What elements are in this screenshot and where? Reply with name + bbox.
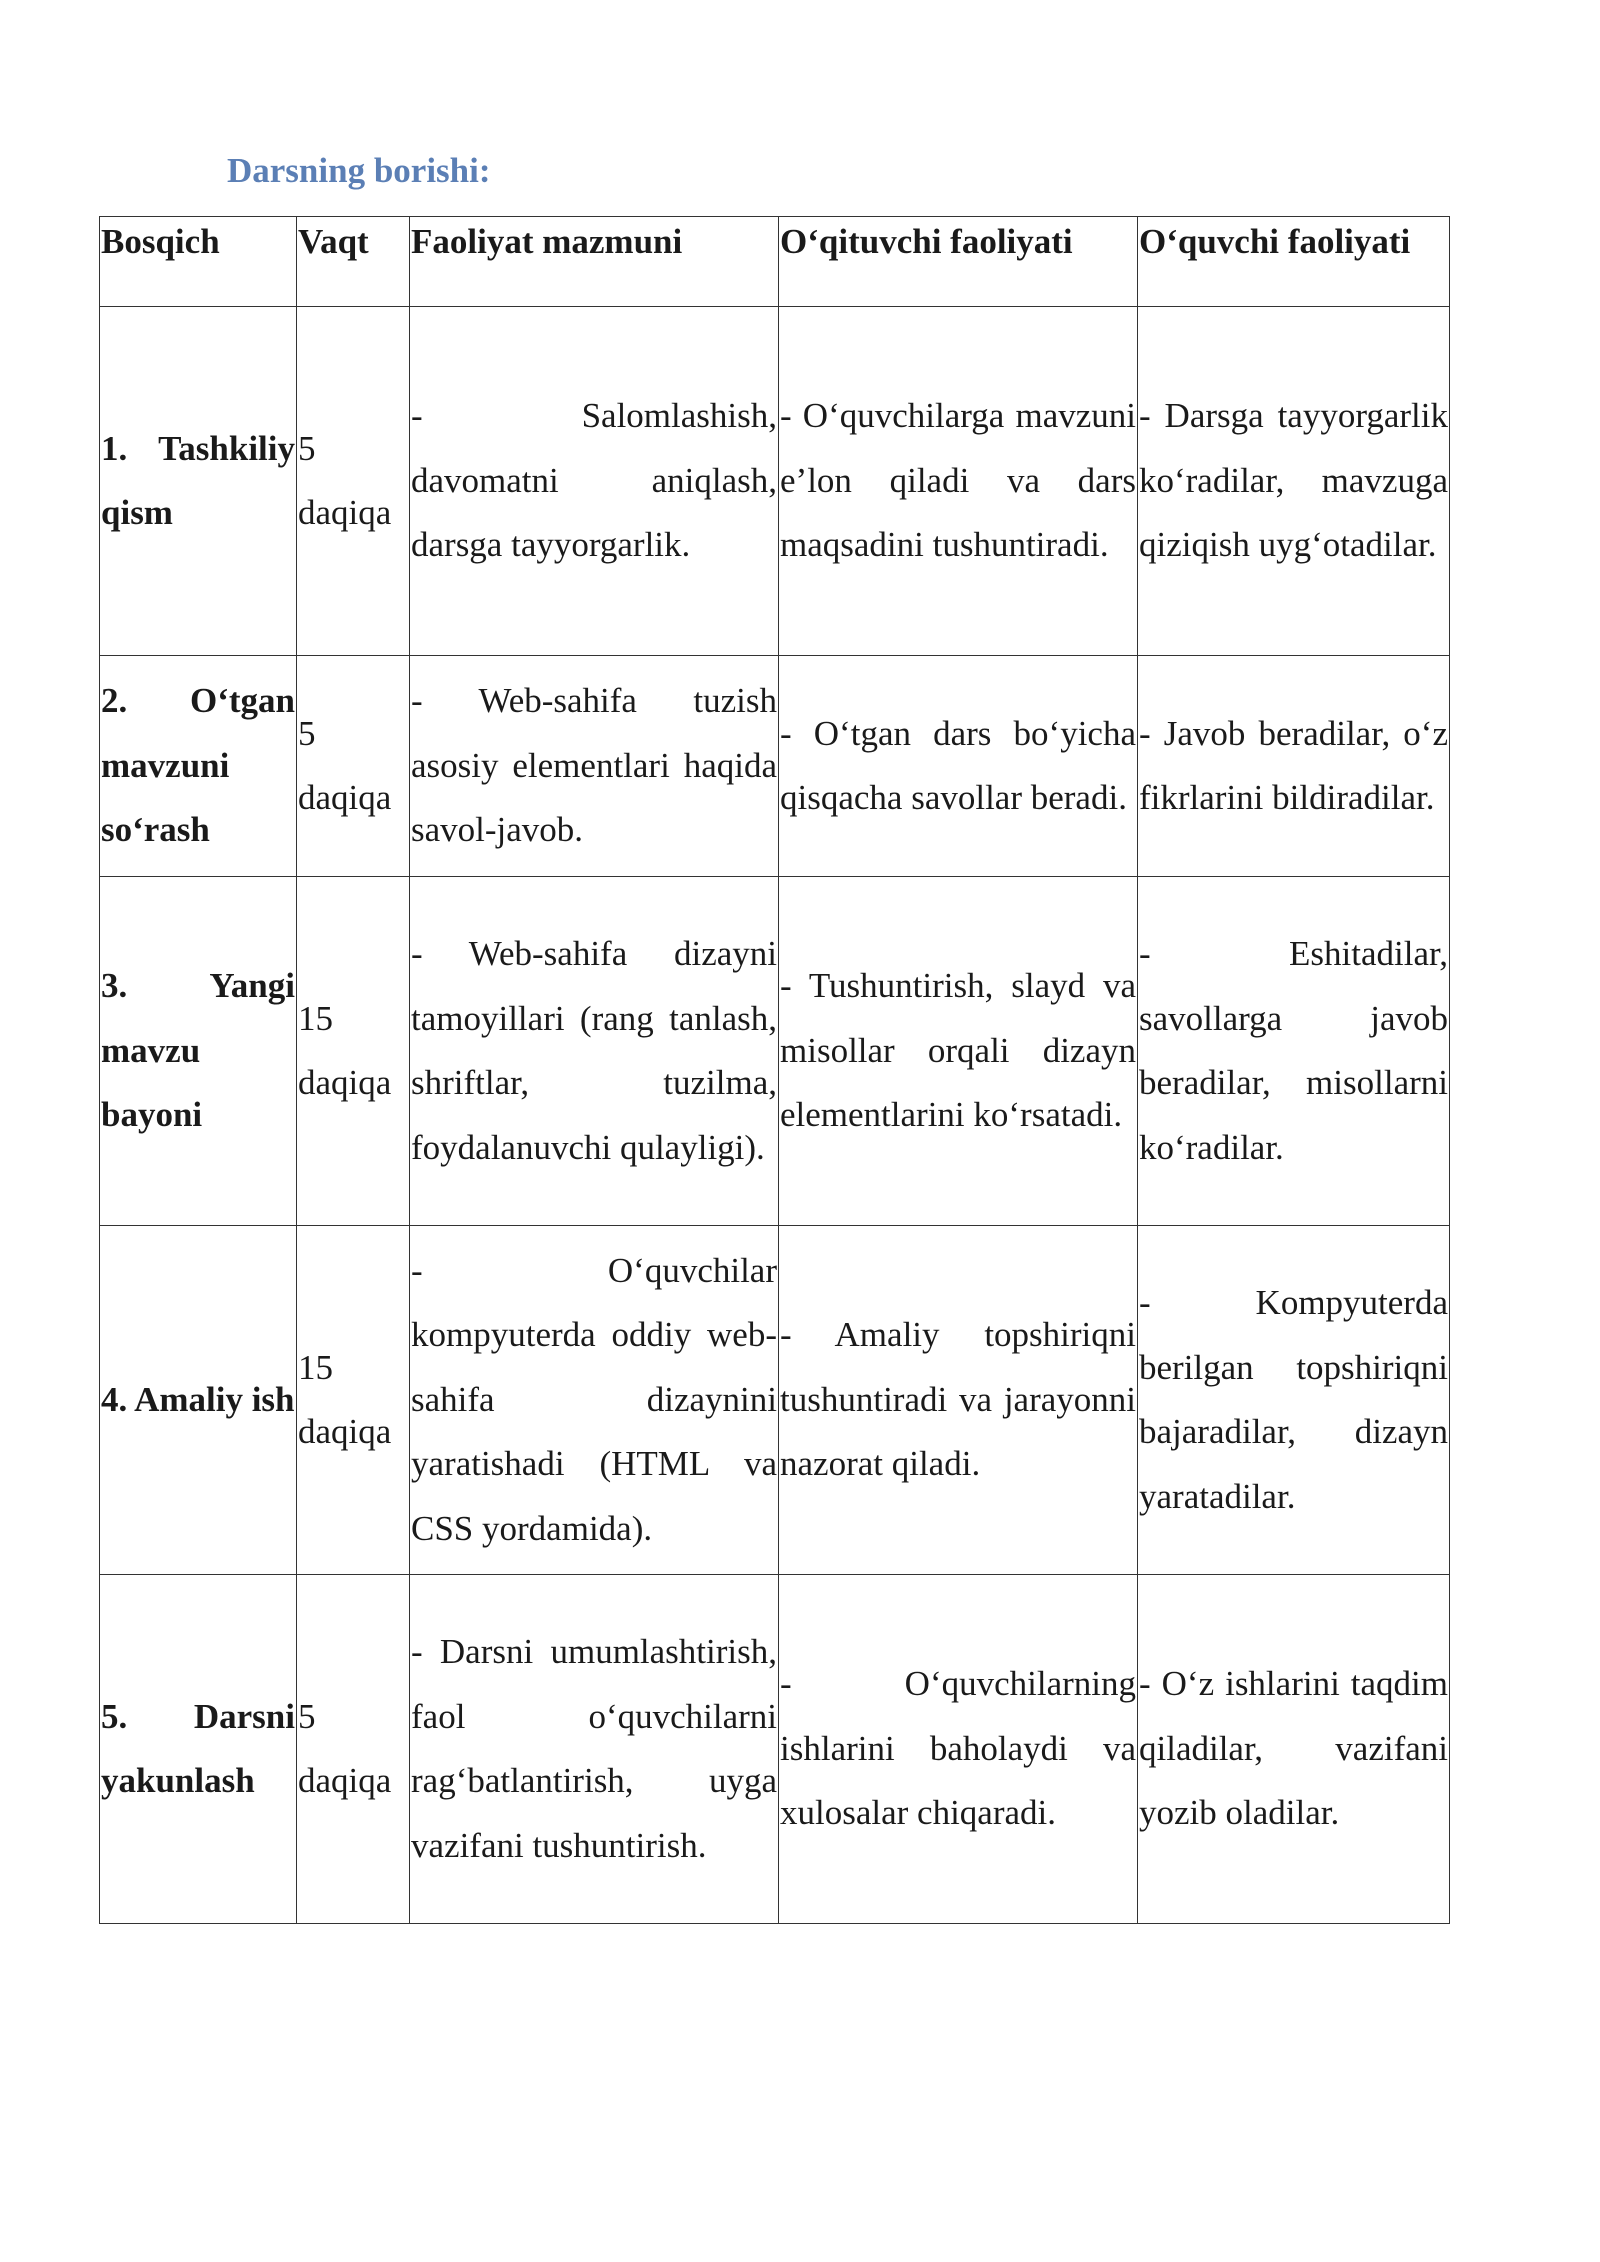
header-teacher: O‘qituvchi faoliyati [779,217,1138,307]
content-cell: - Web-sahifa dizayni tamoyillari (rang tanlash, shriftlar, tuzilma, foydalanuvchi qulayligi). [410,877,779,1226]
table-row [100,1575,1450,1924]
table-row [100,877,1450,1226]
lesson-plan-table [99,216,1450,1924]
teacher-cell: - Amaliy topshiriqni tushuntiradi va jarayonni nazorat qiladi. [779,1226,1138,1575]
stage-cell: 5. Darsni yakunlash [100,1575,297,1924]
stage-cell: 4. Amaliy ish [100,1226,297,1575]
table-row [100,1226,1450,1575]
student-cell: - O‘z ishlarini taqdim qiladilar, vazifani yozib oladilar. [1138,1575,1450,1924]
stage-cell: 1. Tashkiliy qism [100,307,297,656]
content-cell: - Salomlashish, davomatni aniqlash, darsga tayyorgarlik. [410,307,779,656]
header-time: Vaqt [297,217,410,307]
time-cell: 5 daqiqa [297,1575,410,1924]
header-stage: Bosqich [100,217,297,307]
time-cell: 15 daqiqa [297,1226,410,1575]
table-row [100,656,1450,877]
content-cell: - O‘quvchilar kompyuterda oddiy web-sahifa dizaynini yaratishadi (HTML va CSS yordamida). [410,1226,779,1575]
header-content: Faoliyat mazmuni [410,217,779,307]
student-cell: - Darsga tayyorgarlik ko‘radilar, mavzuga qiziqish uyg‘otadilar. [1138,307,1450,656]
time-cell: 5 daqiqa [297,656,410,877]
table-row [100,307,1450,656]
time-cell: 5 daqiqa [297,307,410,656]
section-heading: Darsning borishi: [227,151,491,190]
teacher-cell: - O‘quvchilarning ishlarini baholaydi va xulosalar chiqaradi. [779,1575,1138,1924]
teacher-cell: - O‘tgan dars bo‘yicha qisqacha savollar beradi. [779,656,1138,877]
table-header-row [100,217,1450,307]
student-cell: - Kompyuterda berilgan topshiriqni bajaradilar, dizayn yaratadilar. [1138,1226,1450,1575]
stage-cell: 2. O‘tgan mavzuni so‘rash [100,656,297,877]
content-cell: - Darsni umumlashtirish, faol o‘quvchilarni rag‘batlantirish, uyga vazifani tushuntirish. [410,1575,779,1924]
content-cell: - Web-sahifa tuzish asosiy elementlari haqida savol-javob. [410,656,779,877]
teacher-cell: - Tushuntirish, slayd va misollar orqali dizayn elementlarini ko‘rsatadi. [779,877,1138,1226]
header-student: O‘quvchi faoliyati [1138,217,1450,307]
stage-cell: 3. Yangi mavzu bayoni [100,877,297,1226]
student-cell: - Eshitadilar, savollarga javob beradilar, misollarni ko‘radilar. [1138,877,1450,1226]
time-cell: 15 daqiqa [297,877,410,1226]
teacher-cell: - O‘quvchilarga mavzuni e’lon qiladi va dars maqsadini tushuntiradi. [779,307,1138,656]
student-cell: - Javob beradilar, o‘z fikrlarini bildiradilar. [1138,656,1450,877]
